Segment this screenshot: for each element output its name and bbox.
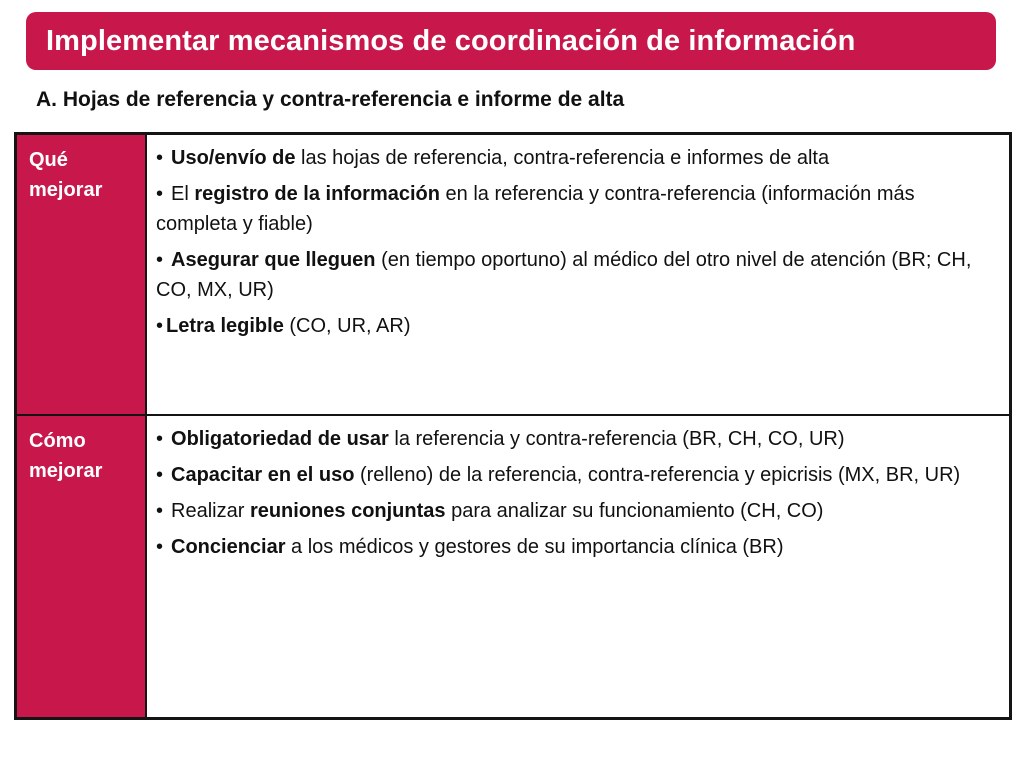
item-bold-text: reuniones conjuntas	[249, 500, 446, 522]
row-label-que-mejorar	[17, 135, 147, 416]
item-bold-text: Letra legible	[166, 315, 284, 337]
item-text: (en tiempo oportuno) al médico del otro nivel de atención (BR; CH, CO, MX, UR)	[156, 249, 972, 301]
item-pre-text: El	[171, 183, 195, 205]
item-text: en la referencia y contra-referencia (información más completa y fiable)	[156, 183, 915, 235]
row-label-line: Qué	[29, 149, 68, 171]
row-content-que-mejorar	[147, 135, 1009, 416]
item-bold-text: Obligatoriedad de usar	[171, 428, 389, 450]
bullet-glyph: •	[156, 428, 164, 450]
item-text: para analizar su funcionamiento (CH, CO)	[445, 500, 824, 522]
item-bold-text: Concienciar	[171, 536, 286, 558]
bullet-glyph: •	[156, 249, 164, 271]
list-item	[156, 532, 989, 562]
slide-subtitle: A. Hojas de referencia y contra-referencia e informe de alta	[36, 88, 625, 111]
item-bold-text: Uso/envío de	[171, 147, 296, 169]
row-content-como-mejorar	[147, 416, 1009, 717]
bullet-glyph: •	[156, 147, 164, 169]
row-label-line: Cómo	[29, 430, 86, 452]
item-bold-text: registro de la información	[194, 183, 440, 205]
title-banner	[26, 12, 996, 70]
item-bold-text: Capacitar en el uso	[171, 464, 355, 486]
list-item	[156, 143, 989, 173]
list-item	[156, 311, 989, 341]
list-item	[156, 460, 989, 490]
item-text: (relleno) de la referencia, contra-referencia y epicrisis (MX, BR, UR)	[354, 464, 961, 486]
item-text: a los médicos y gestores de su importancia clínica (BR)	[285, 536, 784, 558]
list-item	[156, 424, 989, 454]
item-pre-text: Realizar	[171, 500, 250, 522]
content-table	[14, 132, 1012, 720]
list-item	[156, 245, 989, 305]
row-label-line: mejorar	[29, 460, 103, 482]
item-text: (CO, UR, AR)	[283, 315, 411, 337]
bullet-glyph: •	[156, 500, 164, 522]
list-item	[156, 179, 989, 239]
item-text: las hojas de referencia, contra-referencia e informes de alta	[295, 147, 830, 169]
bullet-glyph: •	[156, 315, 164, 337]
bullet-glyph: •	[156, 464, 164, 486]
bullet-glyph: •	[156, 183, 164, 205]
row-label-como-mejorar	[17, 416, 147, 717]
row-label-line: mejorar	[29, 179, 103, 201]
slide-title: Implementar mecanismos de coordinación de información	[46, 24, 856, 57]
item-bold-text: Asegurar que lleguen	[171, 249, 376, 271]
list-item	[156, 496, 989, 526]
item-text: la referencia y contra-referencia (BR, CH, CO, UR)	[388, 428, 845, 450]
bullet-glyph: •	[156, 536, 164, 558]
